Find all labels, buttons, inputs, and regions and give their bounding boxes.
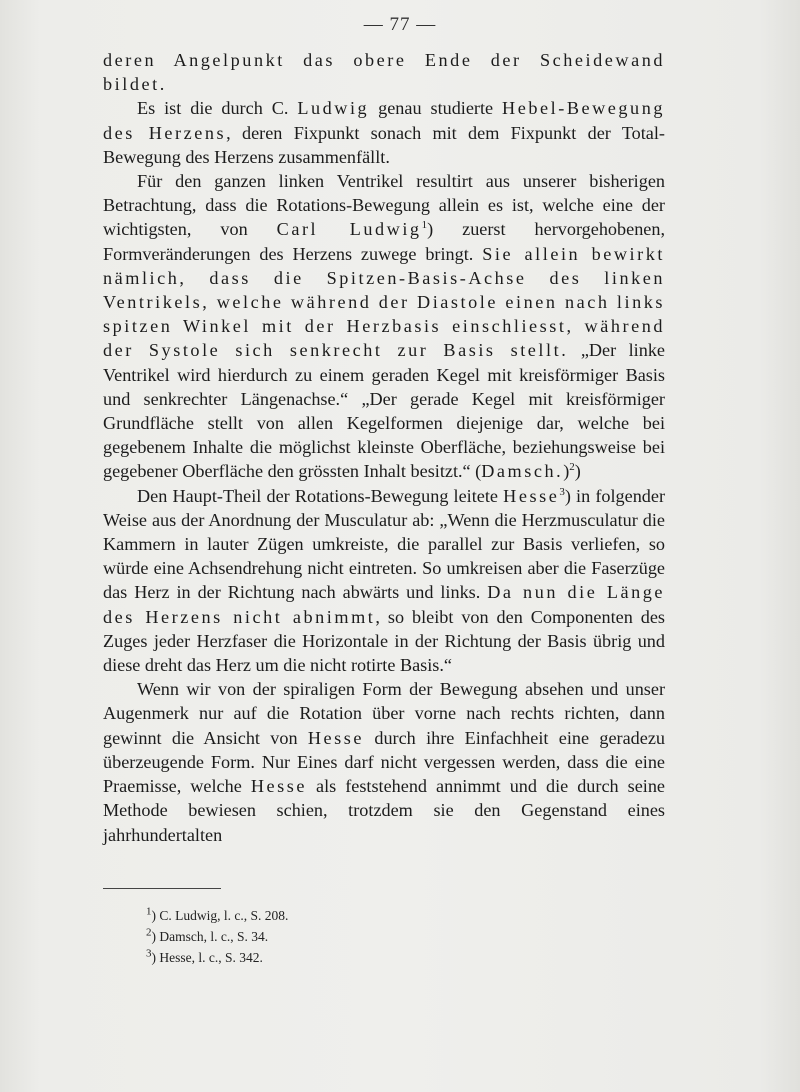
text-run: Den Haupt-Theil der Rotations-Bewegung leitete (137, 485, 504, 506)
spaced-text: Damsch. (481, 461, 564, 482)
paragraph-5 (103, 677, 665, 846)
footnote-reference: 2 (569, 461, 575, 474)
spaced-text: Hesse (307, 727, 365, 748)
footnote-1 (146, 905, 288, 926)
footnote-reference: 1 (421, 219, 428, 232)
text-run: , deren Fixpunkt sonach mit dem Fixpunkt der Total-Bewegung des Herzens zusammenfällt. (103, 122, 665, 167)
paragraph-4 (103, 484, 665, 678)
text-run: Wenn wir von der spiraligen Form der Bewegung absehen und unser Augenmerk nur auf die Rotation über vorne nach rechts richten, dann gewinnt die Ansicht von (103, 679, 665, 748)
footnotes (146, 905, 288, 968)
text-run: , so bleibt von den Componenten des Zuges jeder Herzfaser die Horizontale in der Richtung der Basis übrig und diese dreht das Herz um die nicht rotirte Basis.“ (103, 606, 665, 676)
text-run: genau studierte (369, 98, 503, 119)
text-run: Es ist die durch C. (137, 98, 298, 119)
text-run: als feststehend annimmt und die durch seine Methode bewiesen schien, trotzdem sie den Gegenstand eines jahrhundertalten (103, 776, 665, 845)
footnote-3 (146, 947, 288, 968)
text-run: durch ihre Einfachheit eine geradezu überzeugende Form. Nur Eines darf nicht vergessen werden, dass die eine Praemisse, welche (103, 727, 665, 797)
footnote-mark: 2 (146, 926, 152, 939)
footnote-2 (146, 926, 288, 947)
spaced-text: Hesse (250, 776, 307, 797)
footnote-text: ) Hesse, l. c., S. 342. (151, 950, 263, 965)
footnote-text: ) Damsch, l. c., S. 34. (151, 929, 269, 944)
text-run: Für den ganzen linken Ventrikel resultirt aus unserer bisherigen Betrachtung, dass die Rotations-Bewegung allein es ist, welche eine der wichtigsten, von (103, 171, 665, 240)
body-text (103, 48, 665, 847)
text-run: ) in folgender Weise aus der Anordnung der Musculatur ab: „Wenn die Herzmusculatur die Kammern in lauter Zügen umkreiste, die parallel zur Basis verliefen, so würde eine Achsendrehung nicht eintreten. So umkreisen aber die Faserzüge das Herz in der Richtung nach abwärts und links. (103, 485, 666, 603)
footnote-text: ) C. Ludwig, l. c., S. 208. (151, 908, 289, 923)
footnote-rule (103, 888, 221, 889)
text-run: ) (574, 461, 581, 482)
footnote-mark: 3 (146, 947, 152, 960)
spaced-text: Sie allein bewirkt nämlich, dass die Spitzen-Basis-Achse des linken Ventrikels, welche während der Diastole einen nach links spitzen Winkel mit der Herzbasis einschliesst, während der Systole sich senkrecht zur Basis stellt. (103, 243, 666, 361)
footnote-mark: 1 (146, 905, 152, 918)
spaced-text: Ludwig (297, 98, 370, 119)
text-run: ) zuerst hervorgehobenen, Formveränderungen des Herzens zuwege bringt. (103, 219, 666, 264)
footnote-reference: 3 (559, 485, 565, 498)
paragraph-3 (103, 169, 665, 484)
text-run: ) (563, 461, 570, 482)
spaced-text: Hebel-Bewegung des Herzens (103, 98, 665, 143)
spaced-text: Da nun die Länge des Herzens nicht abnimmt (103, 582, 666, 627)
spaced-text: deren Angelpunkt das obere Ende der Scheidewand bildet. (103, 50, 665, 95)
spaced-text: Carl Ludwig (276, 219, 422, 240)
text-run: „Der linke Ventrikel wird hierdurch zu einem geraden Kegel mit kreisförmiger Basis und senkrechter Längenachse.“ „Der gerade Kegel mit kreisförmiger Grundfläche stellt von allen Kegelformen diejenige dar, welche bei gegebenem Inhalte die möglichst kleinste Oberfläche, beziehungsweise bei gegebener Oberfläche den grössten Inhalt besitzt.“ ( (103, 340, 665, 482)
paragraph-1 (103, 48, 665, 96)
spaced-text: Hesse (503, 485, 560, 506)
paragraph-2 (103, 96, 665, 169)
page-number: — 77 — (363, 14, 437, 35)
